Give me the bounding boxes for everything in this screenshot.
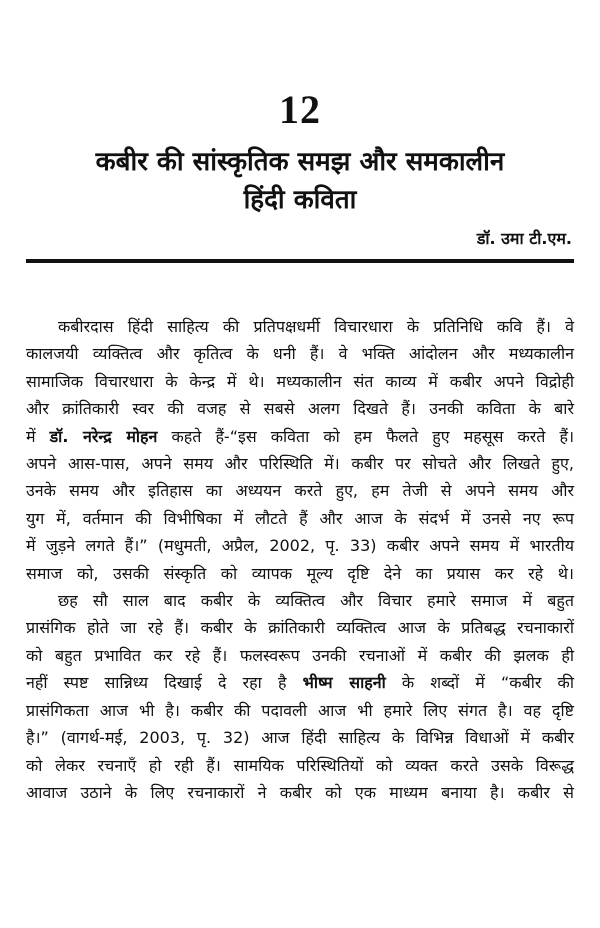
chapter-number: 12 [279,87,321,132]
paragraph [26,587,574,806]
text-line: है।” (वागर्थ-मई, 2003, पृ. 32) आज हिंदी साहित्य के विभिन्न विधाओं में कबीर [26,728,574,748]
text-line: सामाजिक विचारधारा के केन्द्र में थे। मध्यकालीन संत काव्य में कबीर अपने विद्रोही [26,371,574,391]
text-run: के शब्दों में “कबीर की [385,673,574,693]
text-line: समाज को, उसकी संस्कृति को व्यापक मूल्य दृष्टि देने का प्रयास कर रहे थे। [26,563,574,583]
text-run: कहते हैं-“इस कविता को हम फैलते हुए महसूस करते हैं। [157,426,575,446]
paragraph [26,313,574,587]
text-line: और क्रांतिकारी स्वर की वजह से सबसे अलग दिखते हैं। उनकी कविता के बारे [26,399,574,419]
cited-author-name: भीष्म साहनी [302,673,386,693]
chapter-title-line-2: हिंदी कविता [243,185,357,215]
text-line: कबीरदास हिंदी साहित्य की प्रतिपक्षधर्मी विचारधारा के प्रतिनिधि कवि हैं। वे [58,317,574,336]
text-line: उनके समय और इतिहास का अध्ययन करते हुए, हम तेजी से अपने समय और [26,481,574,501]
text-line: छह सौ साल बाद कबीर के व्यक्तित्व और विचार हमारे समाज में बहुत [58,591,574,611]
chapter-title [20,143,580,219]
text-line: को बहुत प्रभावित कर रहे हैं। फलस्वरूप उनकी रचनाओं में कबीर की झलक ही [26,645,574,665]
text-line: आवाज उठाने के लिए रचनाकारों ने कबीर को एक माध्यम बनाया है। कबीर से [26,782,574,802]
text-line: प्रासंगिकता आज भी है। कबीर की पदावली आज भी हमारे लिए संगत है। वह दृष्टि [26,700,574,720]
author-name: डॉ. उमा टी.एम. [476,229,572,248]
text-line [26,669,574,696]
text-line: में जुड़ने लगते हैं।” (मधुमती, अप्रैल, 2002, पृ. 33) कबीर अपने समय में भारतीय [26,536,574,556]
body-text [26,313,574,806]
text-line: युग में, वर्तमान की विभीषिका में लौटते हैं और आज के संदर्भ में उनसे नए रूप [26,508,574,528]
text-line [26,423,574,450]
chapter-title-line-1: कबीर की सांस्कृतिक समझ और समकालीन [95,147,505,177]
header-divider [26,259,574,263]
text-line: अपने आस-पास, अपने समय और परिस्थिति में। कबीर पर सोचते और लिखते हुए, [26,454,574,474]
cited-author-name: डॉ. नरेन्द्र मोहन [49,426,158,446]
text-line: कालजयी व्यक्तित्व और कृतित्व के धनी हैं। वे भक्ति आंदोलन और मध्यकालीन [26,344,574,364]
text-line: को लेकर रचनाएँ हो रही हैं। सामयिक परिस्थितियों को व्यक्त करते उसके विरूद्ध [26,755,574,775]
text-run: में [26,426,50,446]
text-run: नहीं स्पष्ट सान्निध्य दिखाई दे रहा है [26,673,303,693]
text-line: प्रासंगिक होते जा रहे हैं। कबीर के क्रांतिकारी व्यक्तित्व आज के प्रतिबद्ध रचनाकारों [26,618,574,638]
